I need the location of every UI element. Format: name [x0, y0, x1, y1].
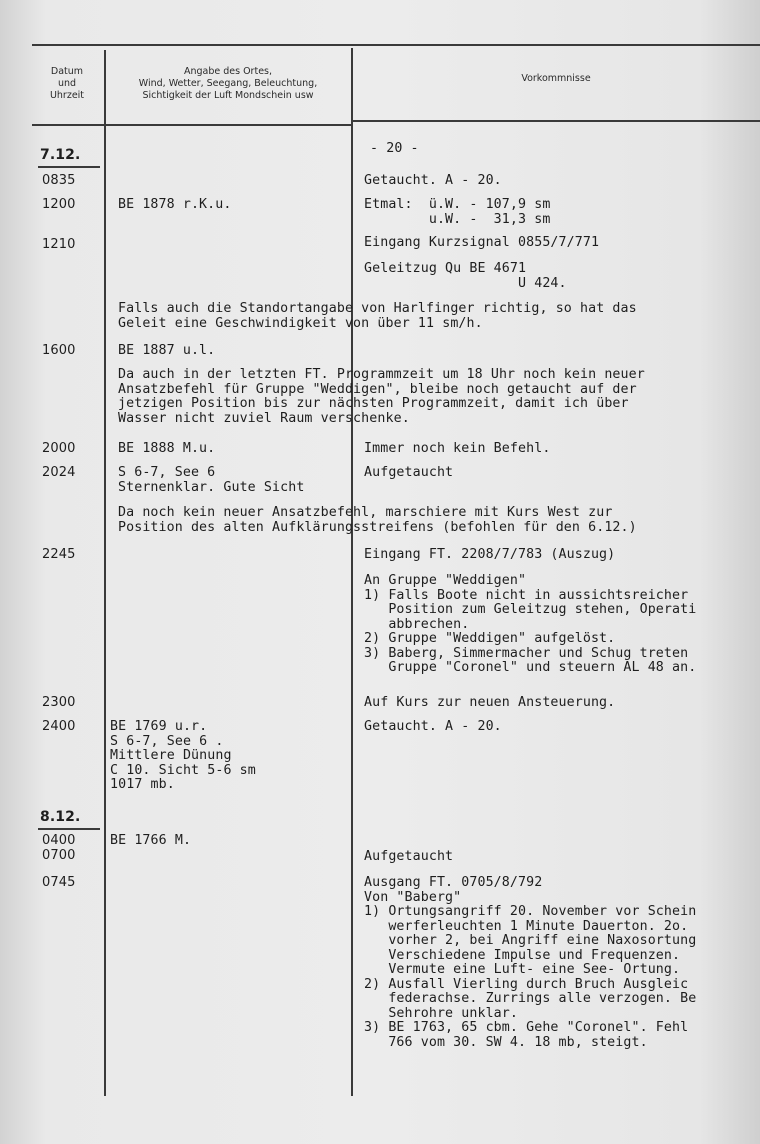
date-entry: 7.12.: [40, 147, 81, 163]
occurrence-entry: Auf Kurs zur neuen Ansteuerung.: [364, 695, 616, 710]
time-entry: 0400 0700: [42, 833, 76, 863]
weather-entry: BE 1769 u.r. S 6-7, See 6 . Mittlere Dünung C 10. Sicht 5-6 sm 1017 mb.: [110, 719, 256, 792]
occurrence-entry: Aufgetaucht: [364, 849, 454, 864]
time-entry: 2245: [42, 547, 76, 562]
spanning-entry: Falls auch die Standortangabe von Harlfinger richtig, so hat das Geleit eine Geschwindigkeit von über 11 sm/h.: [118, 301, 637, 331]
location-entry: BE 1887 u.l.: [118, 343, 216, 358]
location-entry: BE 1878 r.K.u.: [118, 197, 232, 212]
radio-message-entry: An Gruppe "Weddigen" 1) Falls Boote nicht in aussichtsreicher Position zum Geleitzug stehen, Operati abbrechen. 2) Gruppe "Weddigen" aufgelöst. 3) Baberg, Simmermacher und Schug treten Gruppe "Coronel" und steuern AL 48 an.: [364, 573, 697, 675]
column-rule-2: [351, 48, 353, 1096]
top-rule: [32, 44, 760, 46]
occurrence-entry: Aufgetaucht: [364, 465, 454, 480]
time-entry: 2024: [42, 465, 76, 480]
date-underline-7-12: [38, 166, 100, 168]
time-entry: 2300: [42, 695, 76, 710]
page-number: - 20 -: [370, 141, 419, 156]
weather-entry: S 6-7, See 6 Sternenklar. Gute Sicht: [118, 465, 305, 495]
date-underline-8-12: [38, 828, 100, 830]
time-entry: 1200: [42, 197, 76, 212]
time-entry: 2400: [42, 719, 76, 734]
header-bottom-rule-right: [352, 120, 760, 122]
occurrence-entry: Immer noch kein Befehl.: [364, 441, 551, 456]
radio-message-entry: Ausgang FT. 0705/8/792 Von "Baberg" 1) Ortungsangriff 20. November vor Schein werferleuchten 1 Minute Dauerton. 2o. vorher 2, bei Angriff eine Naxosortung Verschiedene Impulse und Frequenzen. Vermute eine Luft- eine See- Ortung. 2) Ausfall Vierling durch Bruch Ausgleic federachse. Zurrings alle verzogen. Be Sehrohre unklar. 3) BE 1763, 65 cbm. Gehe "Coronel". Fehl 766 vom 30. SW 4. 18 mb, steigt.: [364, 875, 697, 1050]
time-entry: 1600: [42, 343, 76, 358]
time-entry: 2000: [42, 441, 76, 456]
occurrence-entry: Eingang FT. 2208/7/783 (Auszug): [364, 547, 616, 562]
time-entry: 0835: [42, 173, 76, 188]
occurrence-entry: Getaucht. A - 20.: [364, 173, 502, 188]
time-entry: 1210: [42, 237, 76, 252]
location-entry: BE 1766 M.: [110, 833, 192, 848]
occurrence-entry: Geleitzug Qu BE 4671 U 424.: [364, 261, 567, 291]
occurrence-entry: Getaucht. A - 20.: [364, 719, 502, 734]
header-bottom-rule-left: [32, 124, 352, 126]
spanning-entry: Da auch in der letzten FT. Programmzeit um 18 Uhr noch kein neuer Ansatzbefehl für Gruppe "Weddigen", bleibe noch getaucht auf der jetzigen Position bis zur nächsten Programmzeit, damit ich über Wasser nicht zuviel Raum verschenke.: [118, 367, 645, 426]
column-rule-1: [104, 50, 106, 1096]
occurrence-entry: Etmal: ü.W. - 107,9 sm u.W. - 31,3 sm: [364, 197, 551, 227]
header-occurrences: Vorkommnisse: [521, 73, 591, 84]
header-location-weather: Angabe des Ortes, Wind, Wetter, Seegang, Beleuchtung, Sichtigkeit der Luft Mondschein usw: [138, 66, 318, 101]
header-date-time: Datum und Uhrzeit: [49, 66, 85, 101]
location-entry: BE 1888 M.u.: [118, 441, 216, 456]
spanning-entry: Da noch kein neuer Ansatzbefehl, marschiere mit Kurs West zur Position des alten Aufklärungsstreifens (befohlen für den 6.12.): [118, 505, 637, 535]
time-entry: 0745: [42, 875, 76, 890]
date-entry: 8.12.: [40, 809, 81, 825]
occurrence-entry: Eingang Kurzsignal 0855/7/771: [364, 235, 600, 250]
